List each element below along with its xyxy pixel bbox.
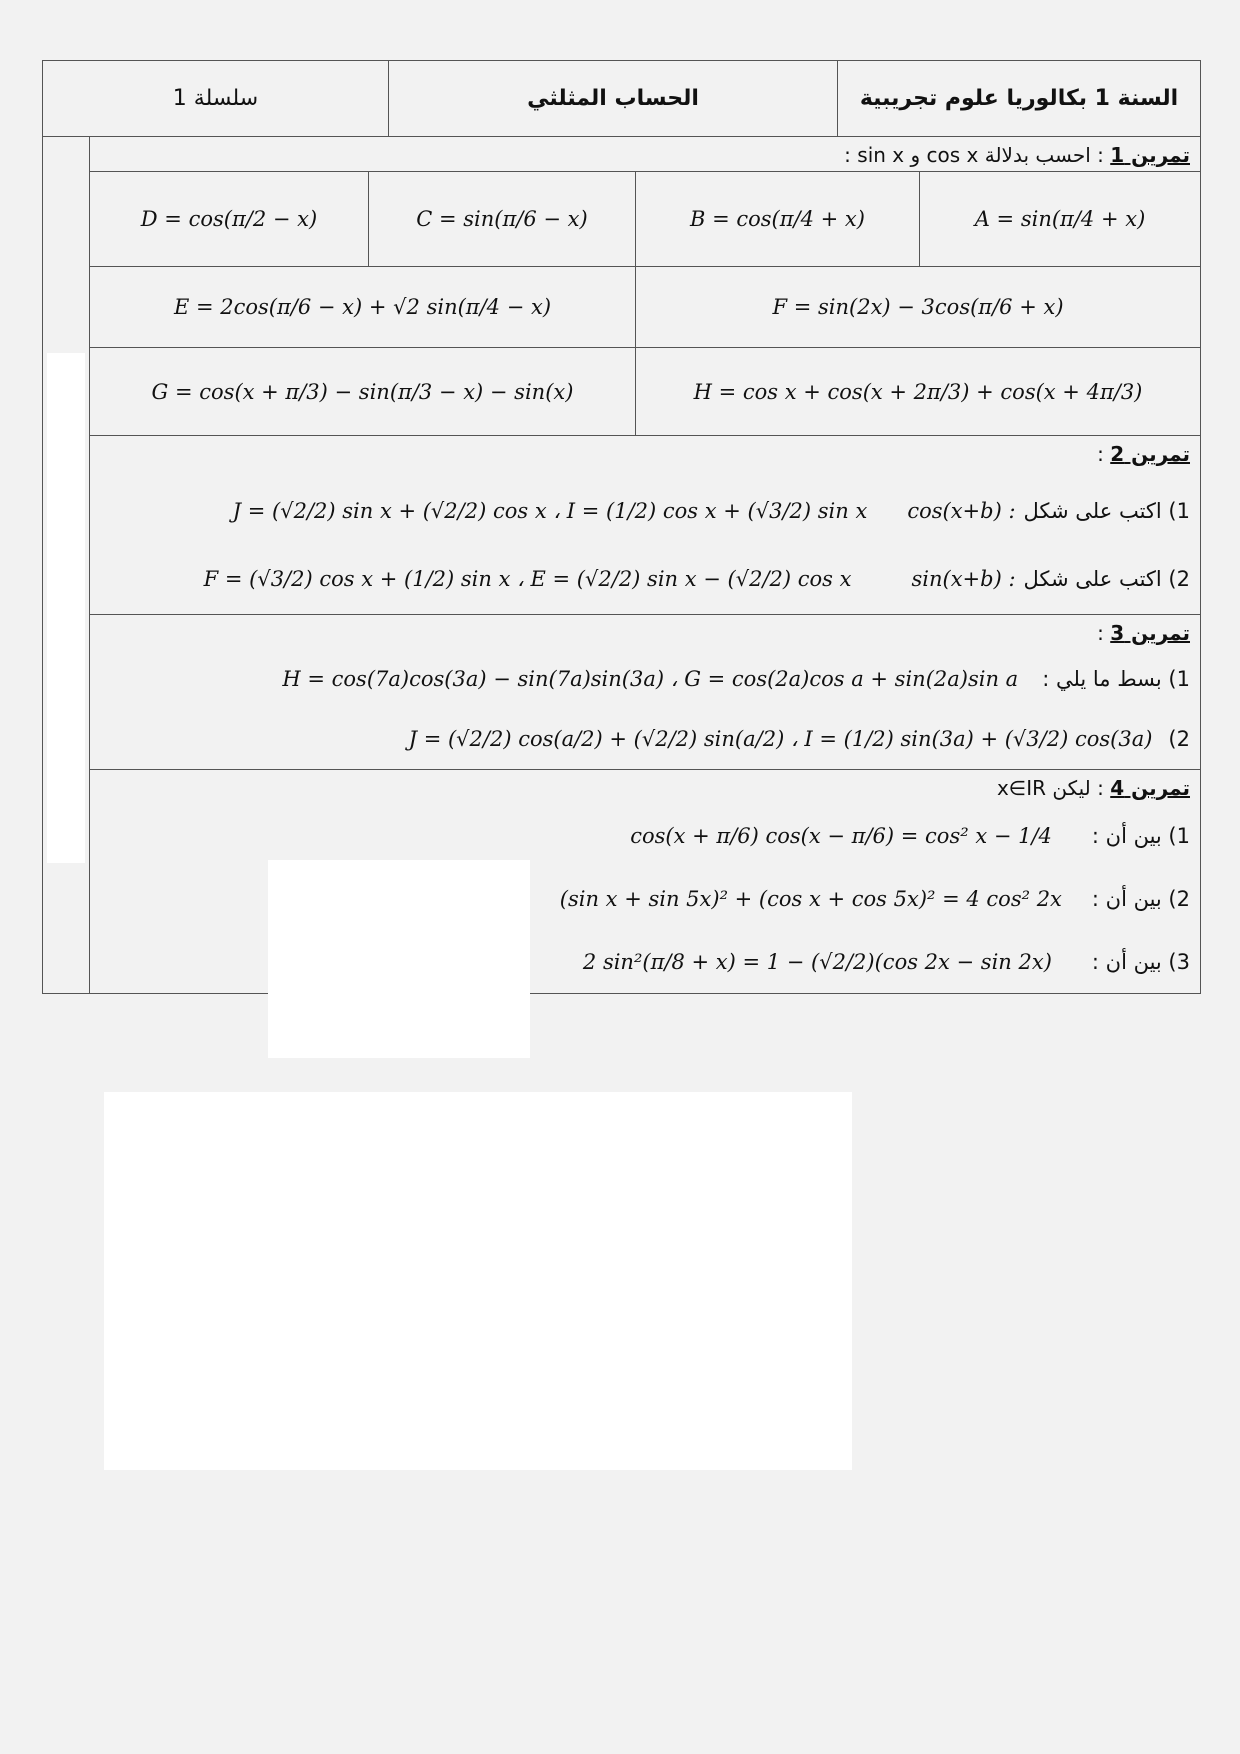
ex4-q2-label: 2) بين أن : xyxy=(1091,886,1190,911)
series-cell: سلسلة 1 xyxy=(172,86,259,111)
exercise-2-title: تمرين 2 : xyxy=(1097,442,1190,466)
exercise-2-label: تمرين 2 xyxy=(1110,442,1190,466)
exercise-1 xyxy=(90,137,1200,436)
exercise-4-label: تمرين 4 xyxy=(1110,776,1190,800)
ex2-question-2 xyxy=(90,544,1200,614)
ex4-q1-label: 1) بين أن : xyxy=(1091,823,1190,848)
ex3-question-1 xyxy=(90,649,1200,709)
exercise-4-intro: : ليكن x∈IR xyxy=(996,776,1104,800)
ex1-row-1 xyxy=(90,171,1200,266)
expr-E: E = 2cos(π/6 − x) + √2 sin(π/4 − x) xyxy=(173,295,552,319)
subject-cell: الحساب المثلثي xyxy=(388,61,837,136)
header-row xyxy=(43,61,1200,137)
ex4-question-3 xyxy=(90,930,1200,993)
expr-C: C = sin(π/6 − x) xyxy=(368,172,635,266)
ex4-question-1 xyxy=(90,804,1200,867)
ex1-row-3 xyxy=(90,347,1200,435)
exercise-4-title xyxy=(90,770,1200,804)
exercise-1-instruction: : احسب بدلالة cos x و sin x : xyxy=(844,143,1104,167)
ex4-q3-expression: 2 sin²(π/8 + x) = 1 − (√2/2)(cos 2x − sin 2x) xyxy=(582,949,1052,974)
ex4-q2-expression: (sin x + sin 5x)² + (cos x + cos 5x)² = 4 cos² 2x xyxy=(559,886,1062,911)
expr-G: G = cos(x + π/3) − sin(π/3 − x) − sin(x) xyxy=(151,379,574,404)
exercise-3-title: تمرين 3 : xyxy=(1097,621,1190,645)
exercise-1-label: تمرين 1 xyxy=(1110,143,1190,167)
ex1-row-2 xyxy=(90,266,1200,347)
exercise-3-label: تمرين 3 xyxy=(1110,621,1190,645)
ex2-q1-label: 1) اكتب على شكل xyxy=(1023,499,1190,523)
ex3-question-2 xyxy=(90,709,1200,769)
level-cell: السنة 1 بكالوريا علوم تجريبية xyxy=(837,61,1200,136)
margin-blank xyxy=(47,353,85,863)
ex2-question-1 xyxy=(90,478,1200,544)
ex4-question-2 xyxy=(90,867,1200,930)
exercise-3 xyxy=(90,615,1200,770)
ex3-q2-expressions: J = (√2/2) cos(a/2) + (√2/2) sin(a/2) ، I = (1/2) sin(3a) + (√3/2) cos(3a) xyxy=(408,727,1153,751)
ex3-q1-label: 1) بسط ما يلي : xyxy=(1042,667,1190,691)
ex2-q2-label: 2) اكتب على شكل xyxy=(1023,567,1190,591)
left-margin xyxy=(43,137,90,993)
expr-B: B = cos(π/4 + x) xyxy=(635,172,919,266)
exercise-2 xyxy=(90,436,1200,615)
worksheet xyxy=(42,60,1201,994)
ex3-q1-expressions: H = cos(7a)cos(3a) − sin(7a)sin(3a) ، G = cos(2a)cos a + sin(2a)sin a xyxy=(282,667,1019,691)
ex3-q2-label: 2) xyxy=(1168,727,1190,751)
worksheet-body xyxy=(43,137,1200,993)
ex4-q3-label: 3) بين أن : xyxy=(1091,949,1190,974)
expr-D: D = cos(π/2 − x) xyxy=(140,207,318,231)
expr-H: H = cos x + cos(x + 2π/3) + cos(x + 4π/3) xyxy=(635,348,1200,435)
blank-area-2 xyxy=(104,1092,852,1470)
ex2-q1-form: cos(x+b) : xyxy=(907,499,1016,523)
ex4-q1-expression: cos(x + π/6) cos(x − π/6) = cos² x − 1/4 xyxy=(630,823,1052,848)
expr-F: F = sin(2x) − 3cos(π/6 + x) xyxy=(635,267,1200,347)
blank-area-1 xyxy=(268,860,530,1058)
ex2-q2-form: sin(x+b) : xyxy=(911,567,1016,591)
ex2-q2-expressions: F = (√3/2) cos x + (1/2) sin x ، E = (√2/2) sin x − (√2/2) cos x xyxy=(203,567,852,591)
exercise-1-title xyxy=(90,137,1200,171)
exercise-4 xyxy=(90,770,1200,993)
exercises xyxy=(90,137,1200,993)
ex2-q1-expressions: J = (√2/2) sin x + (√2/2) cos x ، I = (1/2) cos x + (√3/2) sin x xyxy=(232,499,868,523)
expr-A: A = sin(π/4 + x) xyxy=(919,172,1200,266)
